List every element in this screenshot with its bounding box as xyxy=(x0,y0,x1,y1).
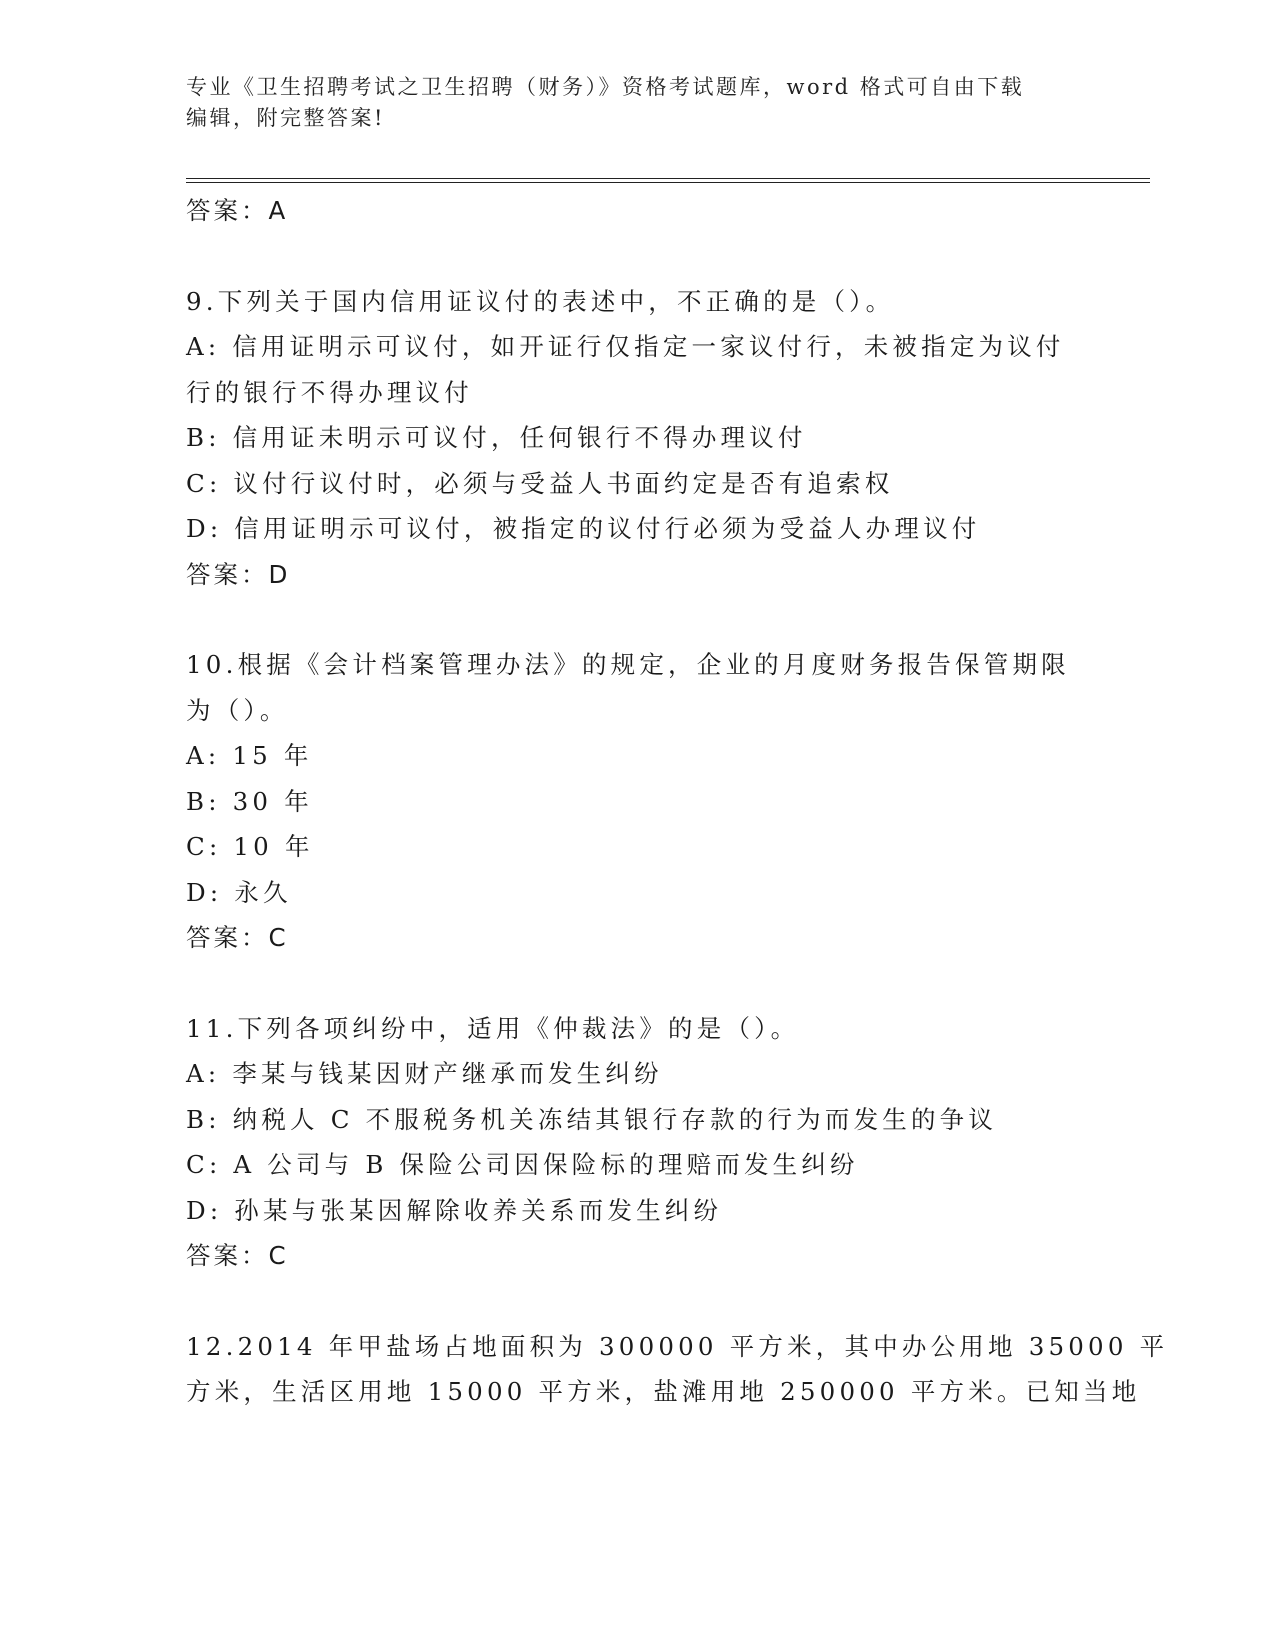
answer-line: 答案：C xyxy=(186,1241,289,1270)
question-stem-continued: 方米，生活区用地 15000 平方米，盐滩用地 250000 平方米。已知当地 xyxy=(186,1377,1141,1406)
spacer xyxy=(186,961,1086,1006)
question-10 xyxy=(186,642,1086,961)
option-b: B: 纳税人 C 不服税务机关冻结其银行存款的行为而发生的争议 xyxy=(186,1104,998,1134)
option-a-continued: 行的银行不得办理议付 xyxy=(186,377,473,407)
answer-line: 答案：C xyxy=(186,923,289,952)
option-b: B: 30 年 xyxy=(186,786,313,816)
answer-line: 答案：D xyxy=(186,559,291,589)
spacer xyxy=(186,234,1086,279)
option-a: A: 李某与钱某因财产继承而发生纠纷 xyxy=(186,1059,663,1088)
option-d: D: 永久 xyxy=(186,877,292,907)
question-list xyxy=(186,188,1169,1415)
option-a: A: 15 年 xyxy=(186,741,313,770)
spacer xyxy=(186,1279,1086,1324)
header-divider-bottom xyxy=(186,182,1150,183)
question-stem: 9.下列关于国内信用证议付的表述中，不正确的是（）。 xyxy=(186,286,895,316)
answer-line: 答案：A xyxy=(186,196,289,225)
header-line-2: 编辑，附完整答案! xyxy=(186,106,385,130)
page-header xyxy=(186,72,1066,134)
question-stem-continued: 为（）。 xyxy=(186,695,289,725)
header-line-1: 专业《卫生招聘考试之卫生招聘（财务）》资格考试题库，word 格式可自由下载 xyxy=(186,75,1025,99)
header-divider-top xyxy=(186,178,1150,179)
question-stem: 10.根据《会计档案管理办法》的规定，企业的月度财务报告保管期限 xyxy=(186,650,1070,679)
question-11 xyxy=(186,1006,1086,1279)
question-12 xyxy=(186,1324,1169,1415)
option-d: D: 信用证明示可议付，被指定的议付行必须为受益人办理议付 xyxy=(186,514,981,543)
option-b: B: 信用证未明示可议付，任何银行不得办理议付 xyxy=(186,423,807,452)
question-stem: 11.下列各项纠纷中，适用《仲裁法》的是（）。 xyxy=(186,1013,800,1043)
option-c: C: A 公司与 B 保险公司因保险标的理赔而发生纠纷 xyxy=(186,1150,859,1179)
question-9 xyxy=(186,279,1086,598)
option-c: C: 议付行议付时，必须与受益人书面约定是否有追索权 xyxy=(186,468,894,498)
option-a: A: 信用证明示可议付，如开证行仅指定一家议付行，未被指定为议付 xyxy=(186,332,1065,361)
option-d: D: 孙某与张某因解除收养关系而发生纠纷 xyxy=(186,1195,723,1225)
option-c: C: 10 年 xyxy=(186,832,314,861)
spacer xyxy=(186,597,1086,642)
question-stem: 12.2014 年甲盐场占地面积为 300000 平方米，其中办公用地 35000 平 xyxy=(186,1331,1169,1361)
